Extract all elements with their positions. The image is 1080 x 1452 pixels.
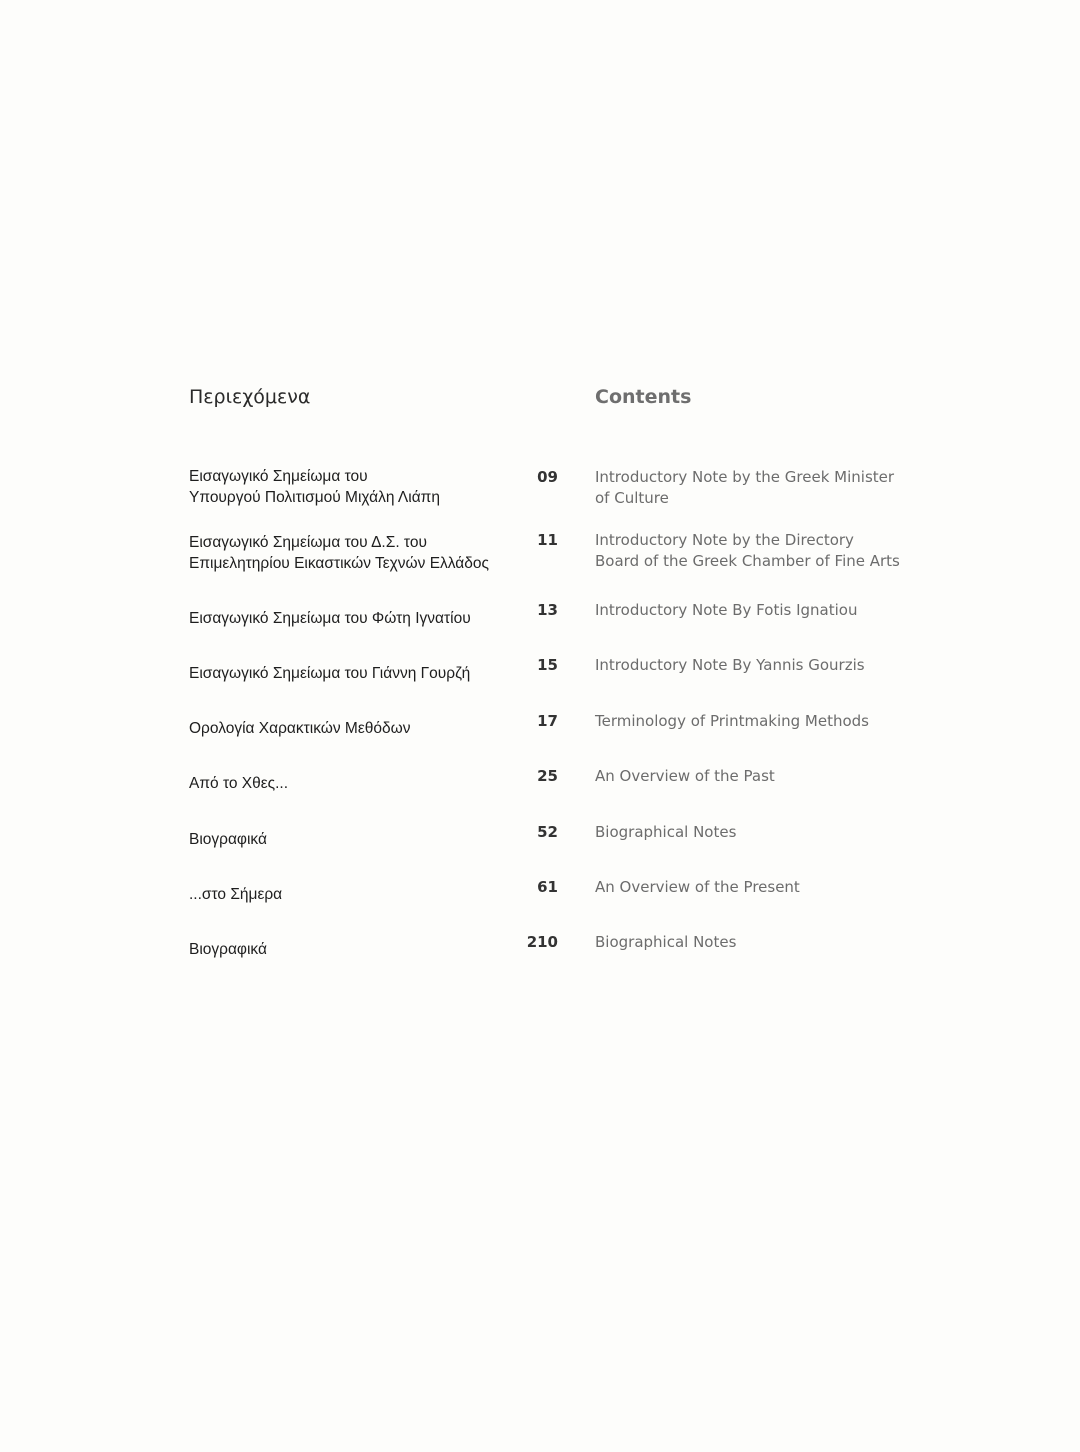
toc-entry-english-title: Introductory Note By Fotis Ignatiou (595, 601, 858, 619)
greek-contents-heading: Περιεχόμενα (189, 386, 311, 408)
toc-entry-greek-title: Εισαγωγικό Σημείωμα του Δ.Σ. του Επιμελητηρίου Εικαστικών Τεχνών Ελλάδος (189, 534, 489, 572)
toc-entry-greek-title: Βιογραφικά (189, 831, 267, 848)
toc-entry-english-title: An Overview of the Past (595, 767, 775, 785)
toc-entry-greek-title: Εισαγωγικό Σημείωμα του Φώτη Ιγνατίου (189, 610, 471, 627)
toc-entry-english-title: Biographical Notes (595, 823, 737, 841)
toc-entry-greek-title: Εισαγωγικό Σημείωμα του Υπουργού Πολιτισμού Μιχάλη Λιάπη (189, 468, 440, 506)
toc-entry-page-number: 25 (537, 767, 558, 785)
toc-entry-greek-title: Από το Χθες... (189, 775, 289, 792)
english-contents-heading: Contents (595, 386, 692, 408)
toc-entry-english-title: Introductory Note By Yannis Gourzis (595, 656, 865, 674)
toc-entry-english-title: Introductory Note by the Directory Board of the Greek Chamber of Fine Arts (595, 531, 900, 570)
toc-entry-page-number: 52 (537, 823, 558, 841)
toc-entry-greek-title: Βιογραφικά (189, 941, 267, 958)
toc-entry-page-number: 13 (537, 601, 558, 619)
toc-entry-page-number: 61 (537, 878, 558, 896)
toc-entry-page-number: 11 (537, 531, 558, 549)
toc-entry-page-number: 15 (537, 656, 558, 674)
toc-entry-page-number: 17 (537, 712, 558, 730)
toc-entry-english-title: Terminology of Printmaking Methods (595, 712, 869, 730)
toc-entry-english-title: Introductory Note by the Greek Minister of Culture (595, 468, 895, 507)
toc-entry-page-number: 09 (537, 468, 558, 486)
toc-entry-greek-title: Ορολογία Χαρακτικών Μεθόδων (189, 720, 411, 737)
toc-entry-english-title: An Overview of the Present (595, 878, 800, 896)
toc-entry-greek-title: Εισαγωγικό Σημείωμα του Γιάννη Γουρζή (189, 665, 471, 682)
toc-entry-greek-title: ...στο Σήμερα (189, 886, 283, 903)
toc-entry-page-number: 210 (526, 933, 558, 951)
toc-entry-english-title: Biographical Notes (595, 933, 737, 951)
